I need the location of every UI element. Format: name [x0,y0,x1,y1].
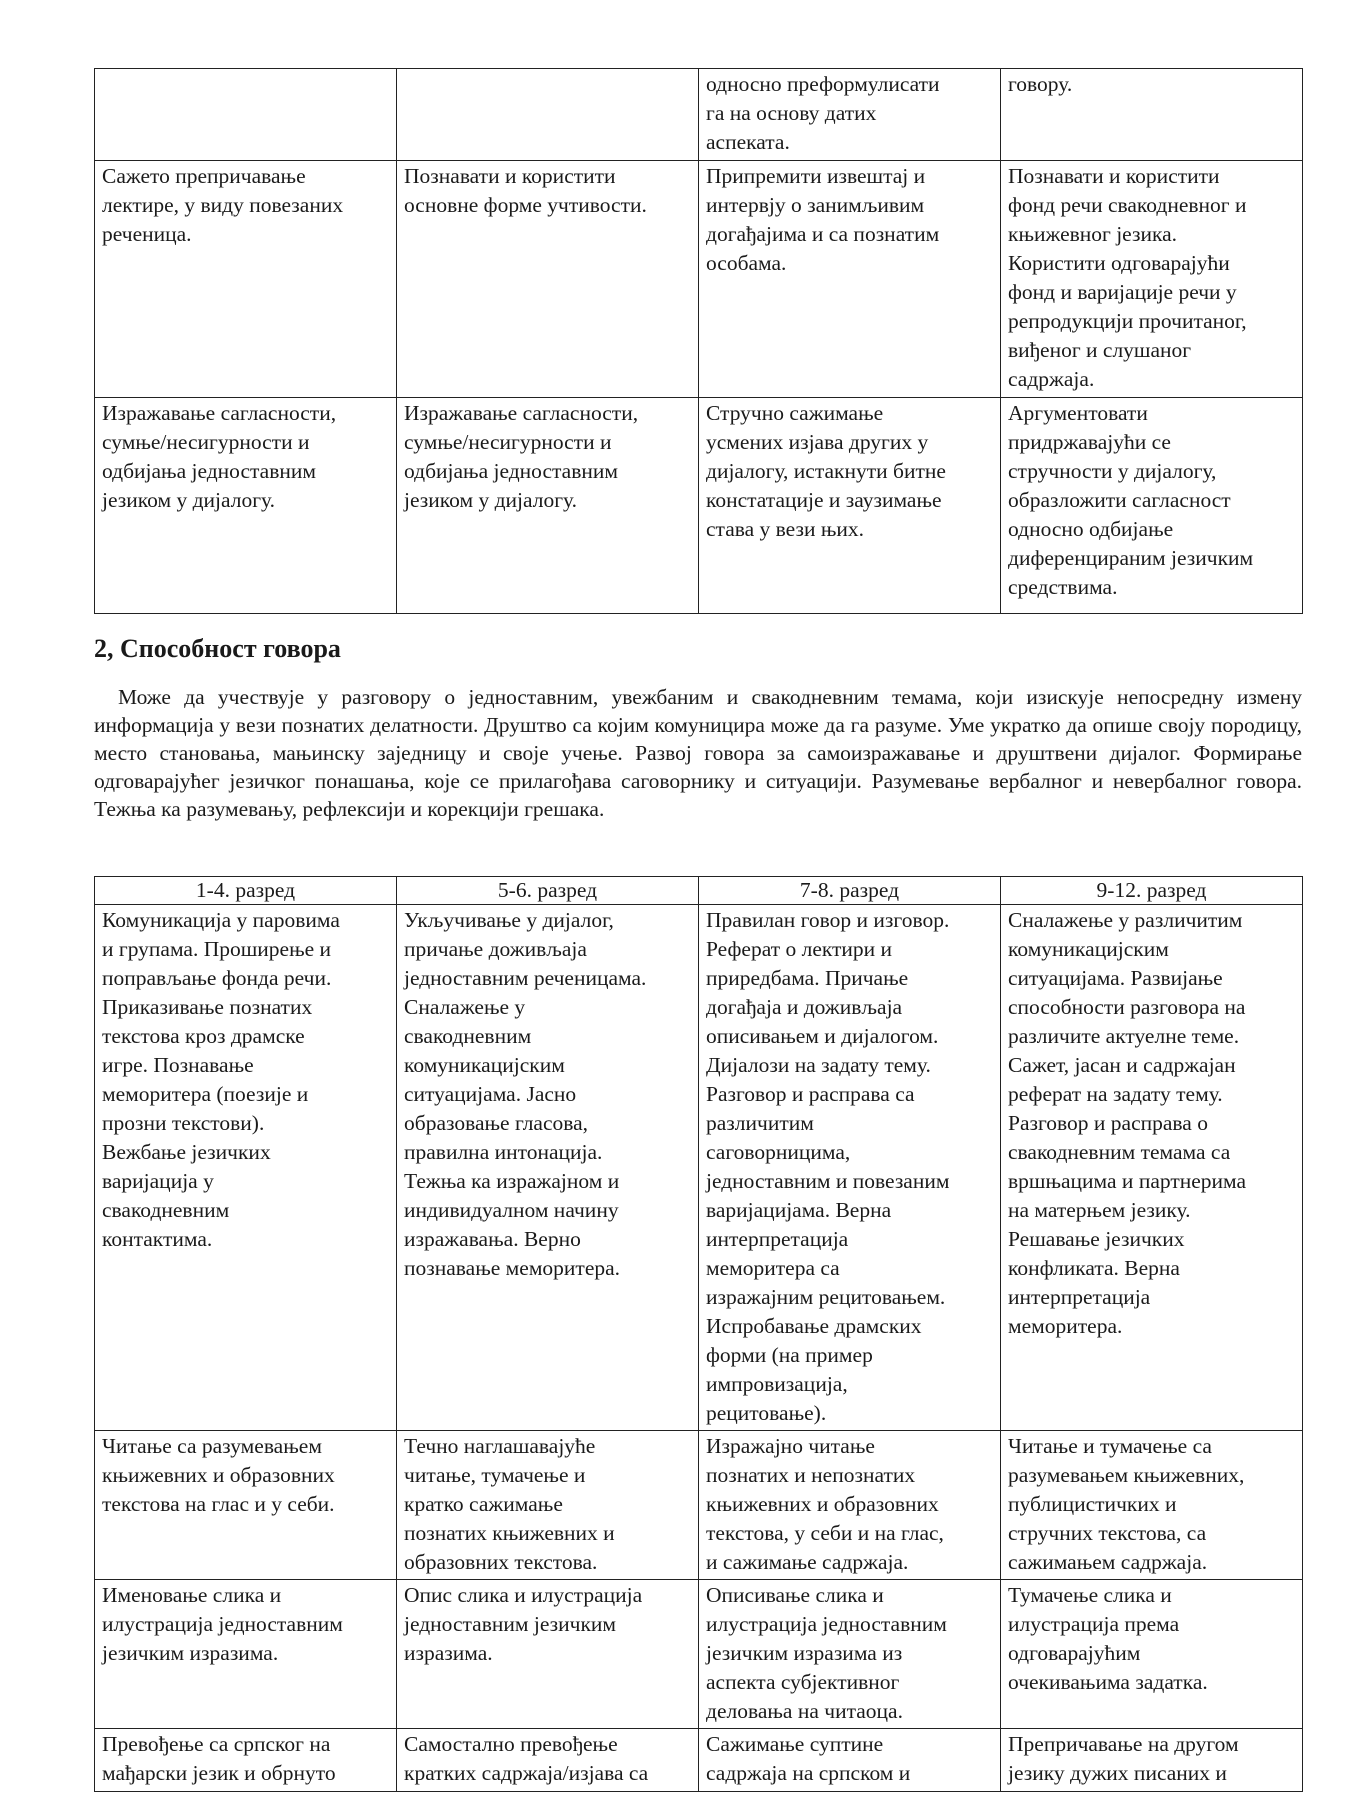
table-cell: Стручно сажимање усмених изјава других у дијалогу, истакнути битне констатације и заузимање става у вези њих. [699,398,1001,614]
table-header-row [95,877,1303,905]
table-row [95,398,1303,614]
table-cell: Сажето препричавање лектире, у виду повезаних реченица. [95,161,397,398]
table-cell: Комуникација у паровима и групама. Проширење и поправљање фонда речи. Приказивање познатих текстова кроз драмске игре. Познавање меморитера (поезије и прозни текстови). Вежбање језичких варијација у свакодневним контактима. [95,905,397,1431]
table-cell [95,69,397,161]
section-intro: Може да учествује у разговору о једноставним, увежбаним и свакодневним темама, који изискује непосредну измену информација у вези познатих делатности. Друштво са којим комуницира може да га разуме. Уме укратко да опише своју породицу, место становања, мањинску заједницу и своје учење. Развој говора за самоизражавање и друштвени дијалог. Формирање одговарајућег језичког понашања, које се прилагођава саговорнику и ситуацији. Разумевање вербалног и невербалног говора. Тежња ка разумевању, рефлексији и корекцији грешака. [94,685,1302,821]
table-cell: Аргументовати придржавајући се стручности у дијалогу, образложити сагласност односно одбијање диференцираним језичким средствима. [1001,398,1303,614]
column-header-grade-5-6: 5-6. разред [397,877,699,905]
table-cell: Течно наглашавајуће читање, тумачење и кратко сажимање познатих књижевних и образовних текстова. [397,1431,699,1580]
table-cell: говору. [1001,69,1303,161]
column-header-grade-1-4: 1-4. разред [95,877,397,905]
table-top [94,68,1303,614]
table-cell: Укључивање у дијалог, причање доживљаја једноставним реченицама. Сналажење у свакодневним комуникацијским ситуацијама. Јасно образовање гласова, правилна интонација. Тежња ка изражајном и индивидуалном начину изражавања. Верно познавање меморитера. [397,905,699,1431]
table-cell: Читање и тумачење са разумевањем књижевних, публицистичких и стручних текстова, са сажимањем садржаја. [1001,1431,1303,1580]
table-cell: Припремити извештај и интервју о занимљивим догађајима и са познатим особама. [699,161,1001,398]
table-cell [397,69,699,161]
table-cell: Изражавање сагласности, сумње/несигурности и одбијања једноставним језиком у дијалогу. [397,398,699,614]
table-cell: Опис слика и илустрација једноставним језичким изразима. [397,1580,699,1729]
table-cell: Тумачење слика и илустрација према одговарајућим очекивањима задатка. [1001,1580,1303,1729]
table-cell: Сналажење у различитим комуникацијским ситуацијама. Развијање способности разговора на различите актуелне теме. Сажет, јасан и садржајан реферат на задату тему. Разговор и расправа о свакодневним темама са вршњацима и партнерима на матерњем језику. Решавање језичких конфликата. Верна интерпретација меморитера. [1001,905,1303,1431]
table-row [95,69,1303,161]
table-cell: Изражавање сагласности, сумње/несигурности и одбијања једноставним језиком у дијалогу. [95,398,397,614]
table-row [95,1580,1303,1729]
table-row [95,1431,1303,1580]
table-cell: односно преформулисати га на основу датих аспеката. [699,69,1001,161]
table-cell: Правилан говор и изговор. Реферат о лектири и приредбама. Причање догађаја и доживљаја описивањем и дијалогом. Дијалози на задату тему. Разговор и расправа са различитим саговорницима, једноставним и повезаним варијацијама. Верна интерпретација меморитера са изражајним рецитовањем. Испробавање драмских форми (на пример импровизација, рецитовање). [699,905,1001,1431]
table-cell: Познавати и користити фонд речи свакодневног и књижевног језика. Користити одговарајући фонд и варијације речи у репродукцији прочитаног, виђеног и слушаног садржаја. [1001,161,1303,398]
table-row [95,905,1303,1431]
column-header-grade-9-12: 9-12. разред [1001,877,1303,905]
table-cell: Читање са разумевањем књижевних и образовних текстова на глас и у себи. [95,1431,397,1580]
table-cell: Препричавање на другом језику дужих писаних и [1001,1729,1303,1792]
column-header-grade-7-8: 7-8. разред [699,877,1001,905]
table-cell: Познавати и користити основне форме учтивости. [397,161,699,398]
table-cell: Превођење са српског на мађарски језик и обрнуто [95,1729,397,1792]
section-heading: 2, Способност говора [94,634,341,663]
table-cell: Именовање слика и илустрација једноставним језичким изразима. [95,1580,397,1729]
table-cell: Изражајно читање познатих и непознатих књижевних и образовних текстова, у себи и на глас, и сажимање садржаја. [699,1431,1001,1580]
table-cell: Сажимање суптине садржаја на српском и [699,1729,1001,1792]
table-cell: Описивање слика и илустрација једноставним језичким изразима из аспекта субјективног деловања на читаоца. [699,1580,1001,1729]
table-cell: Самостално превођење кратких садржаја/изјава са [397,1729,699,1792]
table-row [95,161,1303,398]
table-bottom [94,876,1303,1792]
table-row [95,1729,1303,1792]
